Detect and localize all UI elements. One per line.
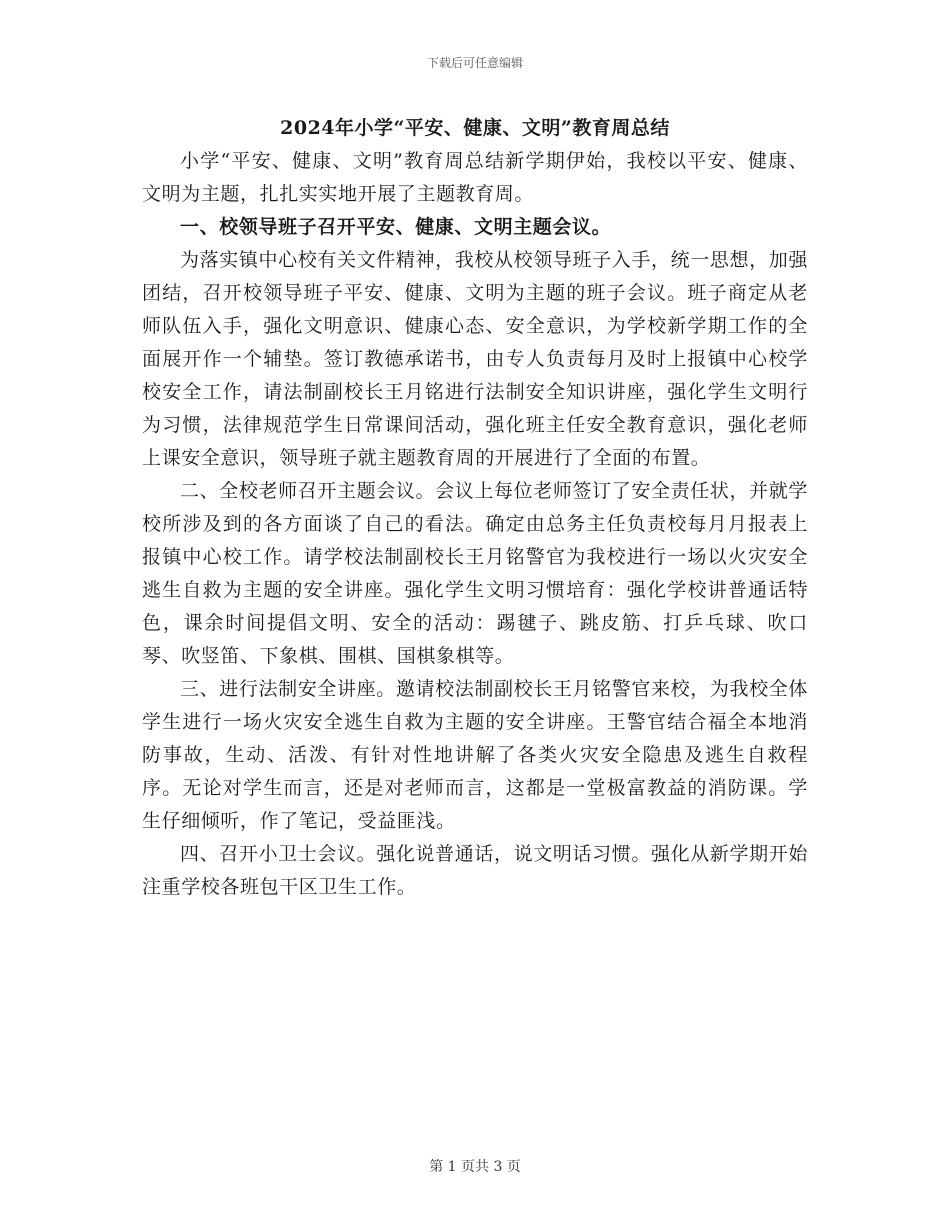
document-title: 2024年小学“平安、健康、文明”教育周总结 [280, 117, 670, 139]
paragraph-section-1: 为落实镇中心校有关文件精神，我校从校领导班子入手，统一思想，加强团结，召开校领导班子平安、健康、文明为主题的班子会议。班子商定从老师队伍入手，强化文明意识、健康心态、安全意识，为学校新学期工作的全面展开作一个辅垫。签订教德承诺书，由专人负责每月及时上报镇中心校学校安全工作，请法制副校长王月铭进行法制安全知识讲座，强化学生文明行为习惯，法律规范学生日常课间活动，强化班主任安全教育意识，强化老师上课安全意识，领导班子就主题教育周的开展进行了全面的布置。 [142, 249, 808, 469]
page-number: 第 1 页共 3 页 [429, 1159, 521, 1175]
document-body [142, 112, 808, 904]
header-note: 下载后可任意编辑 [426, 56, 523, 70]
paragraph-intro: 小学“平安、健康、文明”教育周总结新学期伊始，我校以平安、健康、文明为主题，扎扎实实地开展了主题教育周。 [142, 150, 808, 205]
section-heading-1: 一、校领导班子召开平安、健康、文明主题会议。 [180, 216, 612, 238]
paragraph-section-4: 四、召开小卫士会议。强化说普通话，说文明话习惯。强化从新学期开始注重学校各班包干区卫生工作。 [142, 843, 808, 898]
paragraph-section-3: 三、进行法制安全讲座。邀请校法制副校长王月铭警官来校，为我校全体学生进行一场火灾安全逃生自救为主题的安全讲座。王警官结合福全本地消防事故，生动、活泼、有针对性地讲解了各类火灾安全隐患及逃生自救程序。无论对学生而言，还是对老师而言，这都是一堂极富教益的消防课。学生仔细倾听，作了笔记，受益匪浅。 [142, 678, 808, 832]
paragraph-section-2: 二、全校老师召开主题会议。会议上每位老师签订了安全责任状，并就学校所涉及到的各方面谈了自己的看法。确定由总务主任负责校每月月报表上报镇中心校工作。请学校法制副校长王月铭警官为我校进行一场以火灾安全逃生自救为主题的安全讲座。强化学生文明习惯培育：强化学校讲普通话特色，课余时间提倡文明、安全的活动：踢毽子、跳皮筋、打乒乓球、吹口琴、吹竖笛、下象棋、围棋、国棋象棋等。 [142, 480, 808, 667]
